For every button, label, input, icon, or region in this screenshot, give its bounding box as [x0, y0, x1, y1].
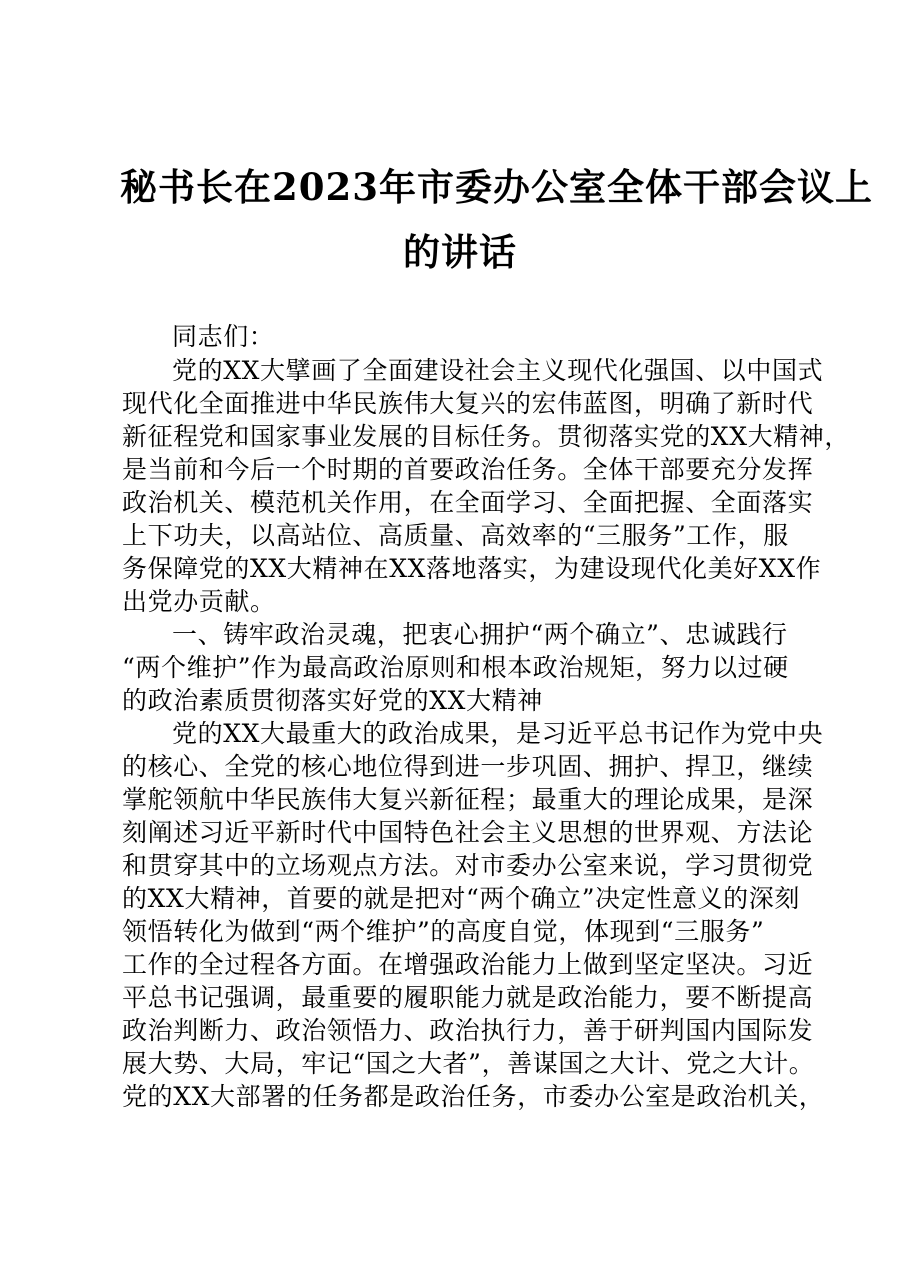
body-line: 新征程党和国家事业发展的目标任务。贯彻落实党的XX大精神， — [122, 422, 850, 451]
section-heading-line: 一、铸牢政治灵魂，把衷心拥护“两个确立”、忠诚践行 — [172, 620, 788, 649]
body-line: 出党办贡献。 — [122, 587, 276, 616]
body-line: 党的XX大最重大的政治成果，是习近平总书记作为党中央 — [172, 719, 824, 748]
body-line: 政治机关、模范机关作用，在全面学习、全面把握、全面落实 — [122, 488, 814, 517]
section-heading-line: 的政治素质贯彻落实好党的XX大精神 — [122, 686, 543, 715]
body-line: 党的XX大部署的任务都是政治任务，市委办公室是政治机关， — [122, 1082, 825, 1111]
body-line: 工作的全过程各方面。在增强政治能力上做到坚定坚决。习近 — [122, 950, 814, 979]
salutation: 同志们： — [172, 322, 275, 351]
body-line: 刻阐述习近平新时代中国特色社会主义思想的世界观、方法论 — [122, 818, 814, 847]
body-line: 现代化全面推进中华民族伟大复兴的宏伟蓝图，明确了新时代 — [122, 389, 814, 418]
body-line: 政治判断力、政治领悟力、政治执行力，善于研判国内国际发 — [122, 1016, 814, 1045]
section-heading-line: “两个维护”作为最高政治原则和根本政治规矩，努力以过硬 — [122, 653, 789, 682]
body-line: 领悟转化为做到“两个维护”的高度自觉，体现到“三服务” — [122, 917, 765, 946]
document-title-line-2: 的讲话 — [403, 230, 517, 274]
body-line: 和贯穿其中的立场观点方法。对市委办公室来说，学习贯彻党 — [122, 851, 814, 880]
body-line: 党的XX大擘画了全面建设社会主义现代化强国、以中国式 — [172, 356, 824, 385]
body-line: 是当前和今后一个时期的首要政治任务。全体干部要充分发挥 — [122, 455, 814, 484]
body-line: 展大势、大局，牢记“国之大者”，善谋国之大计、党之大计。 — [122, 1049, 815, 1078]
body-line: 掌舵领航中华民族伟大复兴新征程；最重大的理论成果，是深 — [122, 785, 814, 814]
body-line: 平总书记强调，最重要的履职能力就是政治能力，要不断提高 — [122, 983, 814, 1012]
body-line: 的XX大精神，首要的就是把对“两个确立”决定性意义的深刻 — [122, 884, 800, 913]
body-line: 上下功夫，以高站位、高质量、高效率的“三服务”工作，服 — [122, 521, 789, 550]
body-line: 务保障党的XX大精神在XX落地落实，为建设现代化美好XX作 — [122, 554, 822, 583]
document-title-line-1: 秘书长在2023年市委办公室全体干部会议上 — [120, 165, 873, 209]
body-line: 的核心、全党的核心地位得到进一步巩固、拥护、捍卫，继续 — [122, 752, 814, 781]
